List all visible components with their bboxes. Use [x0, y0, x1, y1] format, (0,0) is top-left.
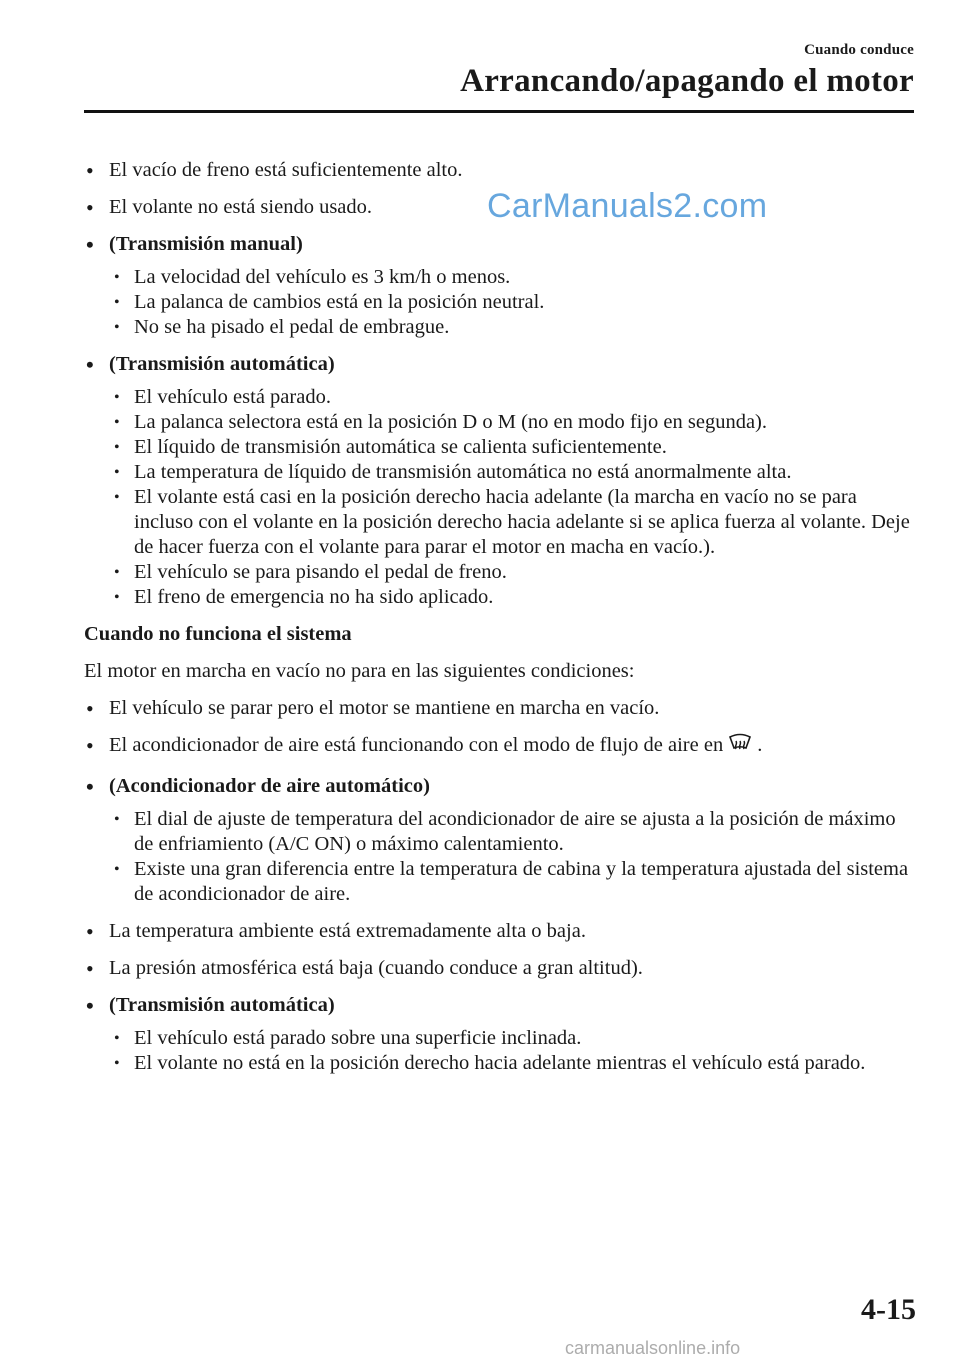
sub-list-item: • El dial de ajuste de temperatura del acondicionador de aire se ajusta a la posición de máximo de enfriamiento (A/C ON) o máximo calentamiento.	[109, 807, 914, 857]
sub-list-item: • El volante no está en la posición derecho hacia adelante mientras el vehículo está parado.	[109, 1051, 914, 1076]
auto-ac-sublist	[109, 807, 914, 907]
sub-list-item: • El freno de emergencia no ha sido aplicado.	[109, 585, 914, 610]
sub-list-item: • El vehículo está parado.	[109, 385, 914, 410]
sub-list-item: • La palanca de cambios está en la posición neutral.	[109, 290, 914, 315]
sub-list-item: • El volante está casi en la posición derecho hacia adelante (la marcha en vacío no se para incluso con el volante en la posición derecho hacia adelante si se aplica fuerza al volante. Deje de hacer fuerza con el volante para parar el motor en macha en vacío.).	[109, 485, 914, 560]
manual-sublist	[109, 265, 914, 340]
watermark-logo: CarManuals2.com	[487, 187, 768, 225]
defroster-icon	[727, 733, 753, 762]
automatic2-heading: • (Transmisión automática)	[84, 993, 914, 1018]
list-item-end: .	[757, 734, 763, 756]
sub-list-item: • Existe una gran diferencia entre la temperatura de cabina y la temperatura ajustada del sistema de acondicionador de aire.	[109, 857, 914, 907]
sub-list-item: • La palanca selectora está en la posición D o M (no en modo fijo en segunda).	[109, 410, 914, 435]
watermark-footer: carmanualsonline.info	[565, 1338, 741, 1358]
list-item: • El volante no está siendo usado.	[84, 195, 914, 220]
sub-list-item: • El vehículo se para pisando el pedal de freno.	[109, 560, 914, 585]
list-item: • La temperatura ambiente está extremadamente alta o baja.	[84, 919, 914, 944]
sub-list-item: • La velocidad del vehículo es 3 km/h o menos.	[109, 265, 914, 290]
list-item-text: El acondicionador de aire está funcionando con el modo de flujo de aire en	[109, 734, 724, 756]
list-item: • La presión atmosférica está baja (cuando conduce a gran altitud).	[84, 956, 914, 981]
section-label: Cuando conduce	[804, 42, 914, 58]
list-item: • El vehículo se parar pero el motor se mantiene en marcha en vacío.	[84, 696, 914, 721]
section-subheading: Cuando no funciona el sistema	[84, 623, 352, 645]
list-item: • El vacío de freno está suficientemente alto.	[84, 158, 914, 183]
sub-list-item: • El líquido de transmisión automática se calienta suficientemente.	[109, 435, 914, 460]
page-content	[84, 158, 914, 1088]
intro-paragraph: El motor en marcha en vacío no para en las siguientes condiciones:	[84, 660, 635, 682]
page-header	[460, 42, 914, 100]
page-title: Arrancando/apagando el motor	[460, 63, 914, 99]
sub-list-item: • No se ha pisado el pedal de embrague.	[109, 315, 914, 340]
manual-heading: • (Transmisión manual)	[84, 232, 914, 257]
sub-list-item: • El vehículo está parado sobre una superficie inclinada.	[109, 1026, 914, 1051]
automatic2-sublist	[109, 1026, 914, 1076]
header-divider	[84, 110, 914, 113]
sub-list-item: • La temperatura de líquido de transmisión automática no está anormalmente alta.	[109, 460, 914, 485]
list-item-with-icon	[84, 733, 914, 762]
automatic-heading: • (Transmisión automática)	[84, 352, 914, 377]
automatic-sublist	[109, 385, 914, 610]
auto-ac-heading: • (Acondicionador de aire automático)	[84, 774, 914, 799]
page-number: 4-15	[861, 1293, 916, 1326]
